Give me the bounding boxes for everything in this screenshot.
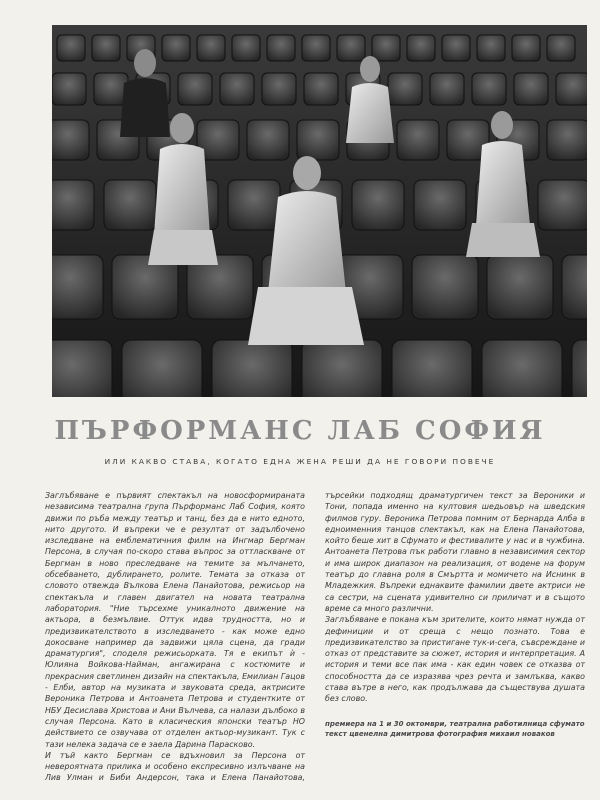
- paragraph-3-text: е покана към зрителите, които нямат нужда от дефиниции и от среща с нещо познато. Това е предизвикателство за пристигане тук-и-сега, съвсреждане и отказ от представите за сюжет, история и интерпретация. А история и теми все пак има - как един човек се отказва от способността да се изразява чрез речта и замлъква, какво става вътре в него, как продължава да съществува душата без слово.: [325, 615, 585, 704]
- lead-word-2: Заглъбяване: [325, 615, 379, 625]
- article-credits: [325, 719, 585, 739]
- article-subtitle: ИЛИ КАКВО СТАВА, КОГАТО ЕДНА ЖЕНА РЕШИ ДА НЕ ГОВОРИ ПОВЕЧЕ: [104, 457, 496, 466]
- article-title: ПЪРФОРМАНС ЛАБ СОФИЯ: [54, 416, 546, 446]
- premiere-line: премиера на 1 и 30 октомври, театрална работилница сфумато: [325, 719, 585, 728]
- article-paragraph-2: И тъй както Бергман се вдъхновил за Персона от невероятната прилика и особено експресивно излъчване на Лив Улман и Биби Андерсон, така и Елена Панайотова, търсейки подходящ драматургичен текст за Вероники и Тони, попада именно на култовия шедьовър на шведския филмов гуру. Вероника Петрова помним от Бернарда Алба в едноименния танцов спектакъл, как на Елена Панайотова, който беше хит в Сфумато и фестивалите у нас и в чужбина. Антоанета Петрова пък работи главно в независимия сектор и има широк диапазон на реализация, от водене на форум театър до главна роля в Смъртта и момичето на Иснинк в Младежкия. Въпреки еднаквите фамилии двете актриси не са сестри, на сцената удивително си приличат и в същото време са много различни.: [45, 491, 585, 783]
- article-paragraph-1: [45, 490, 305, 750]
- lead-word: Заглъбяване: [45, 491, 99, 500]
- paragraph-1-text: е първият спектакъл на новосформираната независима театрална група Пърформанс Лаб София, която движи по ръба между театър и танц, без да е нито едното, нито другото. И въпреки че е резултат от задълбочено изследване на емблематичния филм на Ингмар Бергман Персона, в случая по-скоро става въпрос за оттласкване от Бергман в ново преследване на темите за мълчането, обсебването, дублирането, ролите. Темата за отказа от словото отвежда Вълкова Елена Панайотова, режисьор на спектакъла и главен двигател на новата театрална лаборатория. "Ние търсехме уникалното движение на актьора, в безмълвие. Оттук идва трудността, но и предизвикателството в изследването - как може едно докосване например да задвижи цяла сцена, да гради драматургия", споделя режисьорката. Тя е екипът ѝ - Юлияна Войкова-Найман, ангажирана с костюмите и прекрасния светлинен дизайн на спектакъла, Емилиан Гацов - Елби, автор на музиката и звуковата среда, актрисите Вероника Петрова и Антоанета Петрова и студентките от НБУ Десислава Христова и Ани Вълчева, са налази дълбоко в случая Персона. Като в класическия японски театър НО действието се озвучава от отделен актьор-музикант. Тук с тази нелека задача се е заела Дарина Парасково.: [45, 491, 305, 749]
- author-photo-line: текст цвенелна димитрова фотография михаил новаков: [325, 729, 555, 738]
- article-body: [45, 490, 585, 790]
- theatre-seats-photo: [52, 25, 587, 397]
- article-paragraph-3: [325, 614, 585, 704]
- article-photo: [52, 25, 587, 397]
